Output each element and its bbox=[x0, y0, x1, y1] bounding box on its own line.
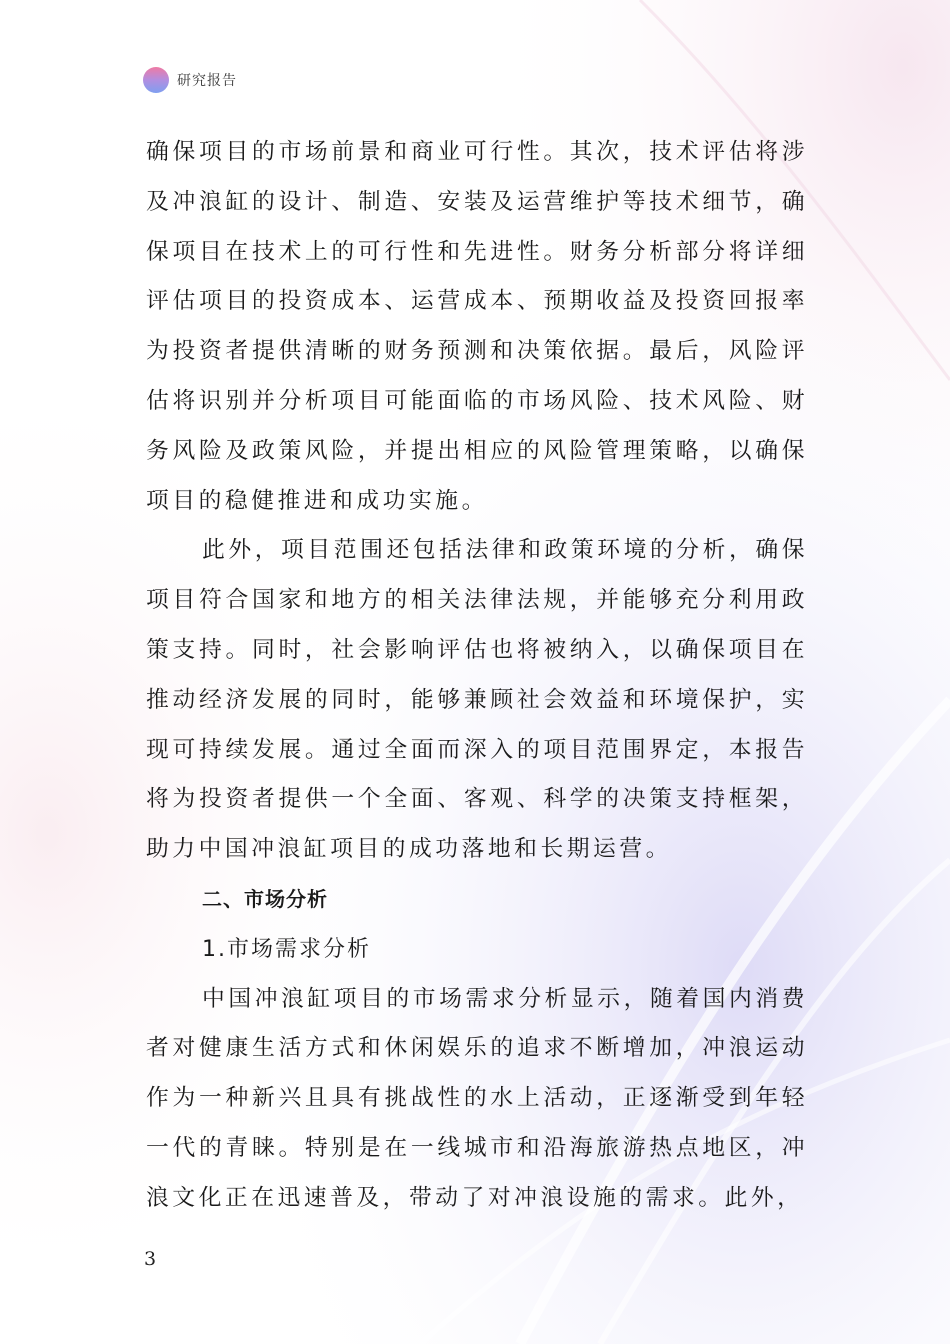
paragraph-2: 此外，项目范围还包括法律和政策环境的分析，确保项目符合国家和地方的相关法律法规，并能够充分利用政策支持。同时，社会影响评估也将被纳入，以确保项目在推动经济发展的同时，能够兼顾社会效益和环境保护，实现可持续发展。通过全面而深入的项目范围界定，本报告将为投资者提供一个全面、客观、科学的决策支持框架，助力中国冲浪缸项目的成功落地和长期运营。 bbox=[146, 537, 808, 863]
page-number: 3 bbox=[144, 1248, 157, 1270]
document-body bbox=[146, 128, 808, 1224]
paragraph-1: 确保项目的市场前景和商业可行性。其次，技术评估将涉及冲浪缸的设计、制造、安装及运营维护等技术细节，确保项目在技术上的可行性和先进性。财务分析部分将详细评估项目的投资成本、运营成本、预期收益及投资回报率为投资者提供清晰的财务预测和决策依据。最后，风险评估将识别并分析项目可能面临的市场风险、技术风险、财务风险及政策风险，并提出相应的风险管理策略，以确保项目的稳健推进和成功实施。 bbox=[146, 139, 808, 514]
paragraph-3: 中国冲浪缸项目的市场需求分析显示，随着国内消费者对健康生活方式和休闲娱乐的追求不断增加，冲浪运动作为一种新兴且具有挑战性的水上活动，正逐渐受到年轻一代的青睐。特别是在一线城市和沿海旅游热点地区，冲浪文化正在迅速普及，带动了对冲浪设施的需求。此外， bbox=[146, 985, 808, 1211]
section-heading: 二、市场分析 bbox=[202, 886, 328, 911]
page-header bbox=[143, 66, 237, 94]
logo-circle-icon bbox=[143, 67, 169, 93]
subsection-heading: 1.市场需求分析 bbox=[202, 936, 371, 962]
header-title: 研究报告 bbox=[177, 73, 237, 89]
